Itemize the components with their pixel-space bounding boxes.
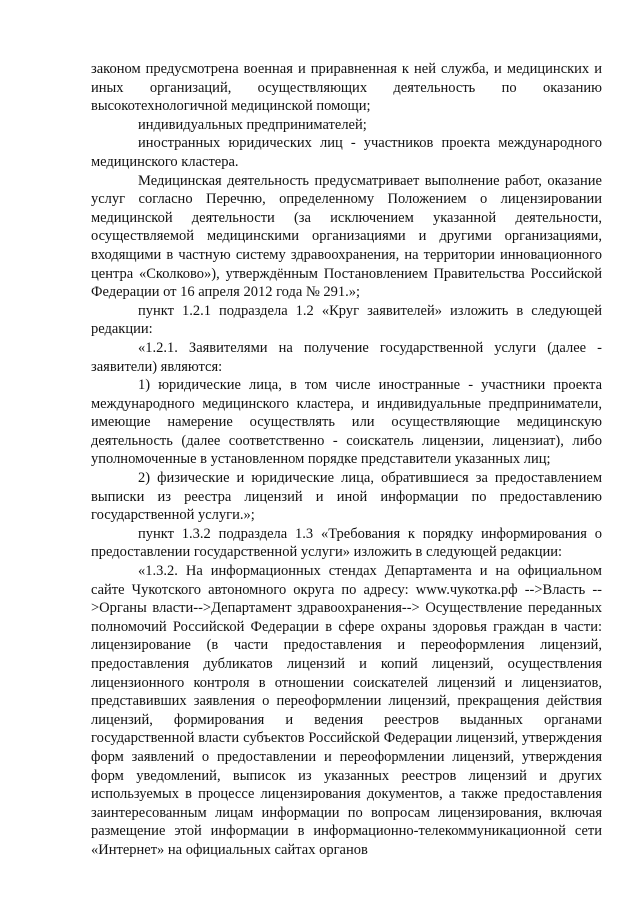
paragraph-clause-1-3-2-intro: пункт 1.3.2 подраздела 1.3 «Требования к порядку информирования о предоставлении государственной услуги» изложить в следующей редакции: xyxy=(91,525,602,561)
paragraph-clause-1-2-1-intro: пункт 1.2.1 подраздела 1.2 «Круг заявителей» изложить в следующей редакции: xyxy=(91,302,602,338)
paragraph-applicants-item-2: 2) физические и юридические лица, обратившиеся за предоставлением выписки из реестра лицензий и иной информации по предоставлению государственной услуги.»; xyxy=(91,470,602,524)
document-body xyxy=(91,60,602,860)
paragraph-applicants: «1.2.1. Заявителями на получение государственной услуги (далее - заявители) являются: xyxy=(91,339,602,375)
paragraph-individual-entrepreneurs: индивидуальных предпринимателей; xyxy=(138,116,367,133)
paragraph-medical-activity: Медицинская деятельность предусматривает выполнение работ, оказание услуг согласно Перечню, определенному Положением о лицензировании медицинской деятельности (за исключением указанной деятельности, осуществляемой медицинскими организациями и другими организациями, входящими в частную систему здравоохранения, на территории инновационного центра «Сколково»), утверждённым Постановлением Правительства Российской Федерации от 16 апреля 2012 года № 291.»; xyxy=(91,172,602,301)
paragraph-continuation: законом предусмотрена военная и приравненная к ней служба, и медицинских и иных организаций, осуществляющих деятельность по оказанию высокотехнологичной медицинской помощи; xyxy=(91,61,602,115)
paragraph-foreign-legal-entities: иностранных юридических лиц - участников проекта международного медицинского кластера. xyxy=(91,135,602,170)
paragraph-information-stands: «1.3.2. На информационных стендах Департамента и на официальном сайте Чукотского автономного округа по адресу: www.чукотка.рф -->Власть -->Органы власти-->Департамент здравоохранения--> Осуществление переданных полномочий Российской Федерации в сфере охраны здоровья граждан в части: лицензирование (в части предоставления и переоформления лицензий, предоставления дубликатов лицензий и копий лицензий, осуществления лицензионного контроля в отношении соискателей лицензий и лицензиатов, представивших заявления о переоформлении лицензий, прекращения действия лицензий, формирования и ведения реестров выданных органами государственной власти субъектов Российской Федерации лицензий, утверждения форм заявлений о предоставлении и переоформлении лицензий, утверждения форм уведомлений, выписок из указанных реестров лицензий и других используемых в процессе лицензирования документов, а также предоставления заинтересованным лицам информации по вопросам лицензирования, включая размещение этой информации в информационно-телекоммуникационной сети «Интернет» на официальных сайтах органов xyxy=(91,563,602,858)
paragraph-applicants-item-1: 1) юридические лица, в том числе иностранные - участники проекта международного медицинского кластера, и индивидуальные предприниматели, имеющие намерение осуществлять или осуществляющие медицинскую деятельность (далее соответственно - соискатель лицензии, лицензиат), либо уполномоченные в установленном порядке представители указанных лиц; xyxy=(91,377,602,468)
